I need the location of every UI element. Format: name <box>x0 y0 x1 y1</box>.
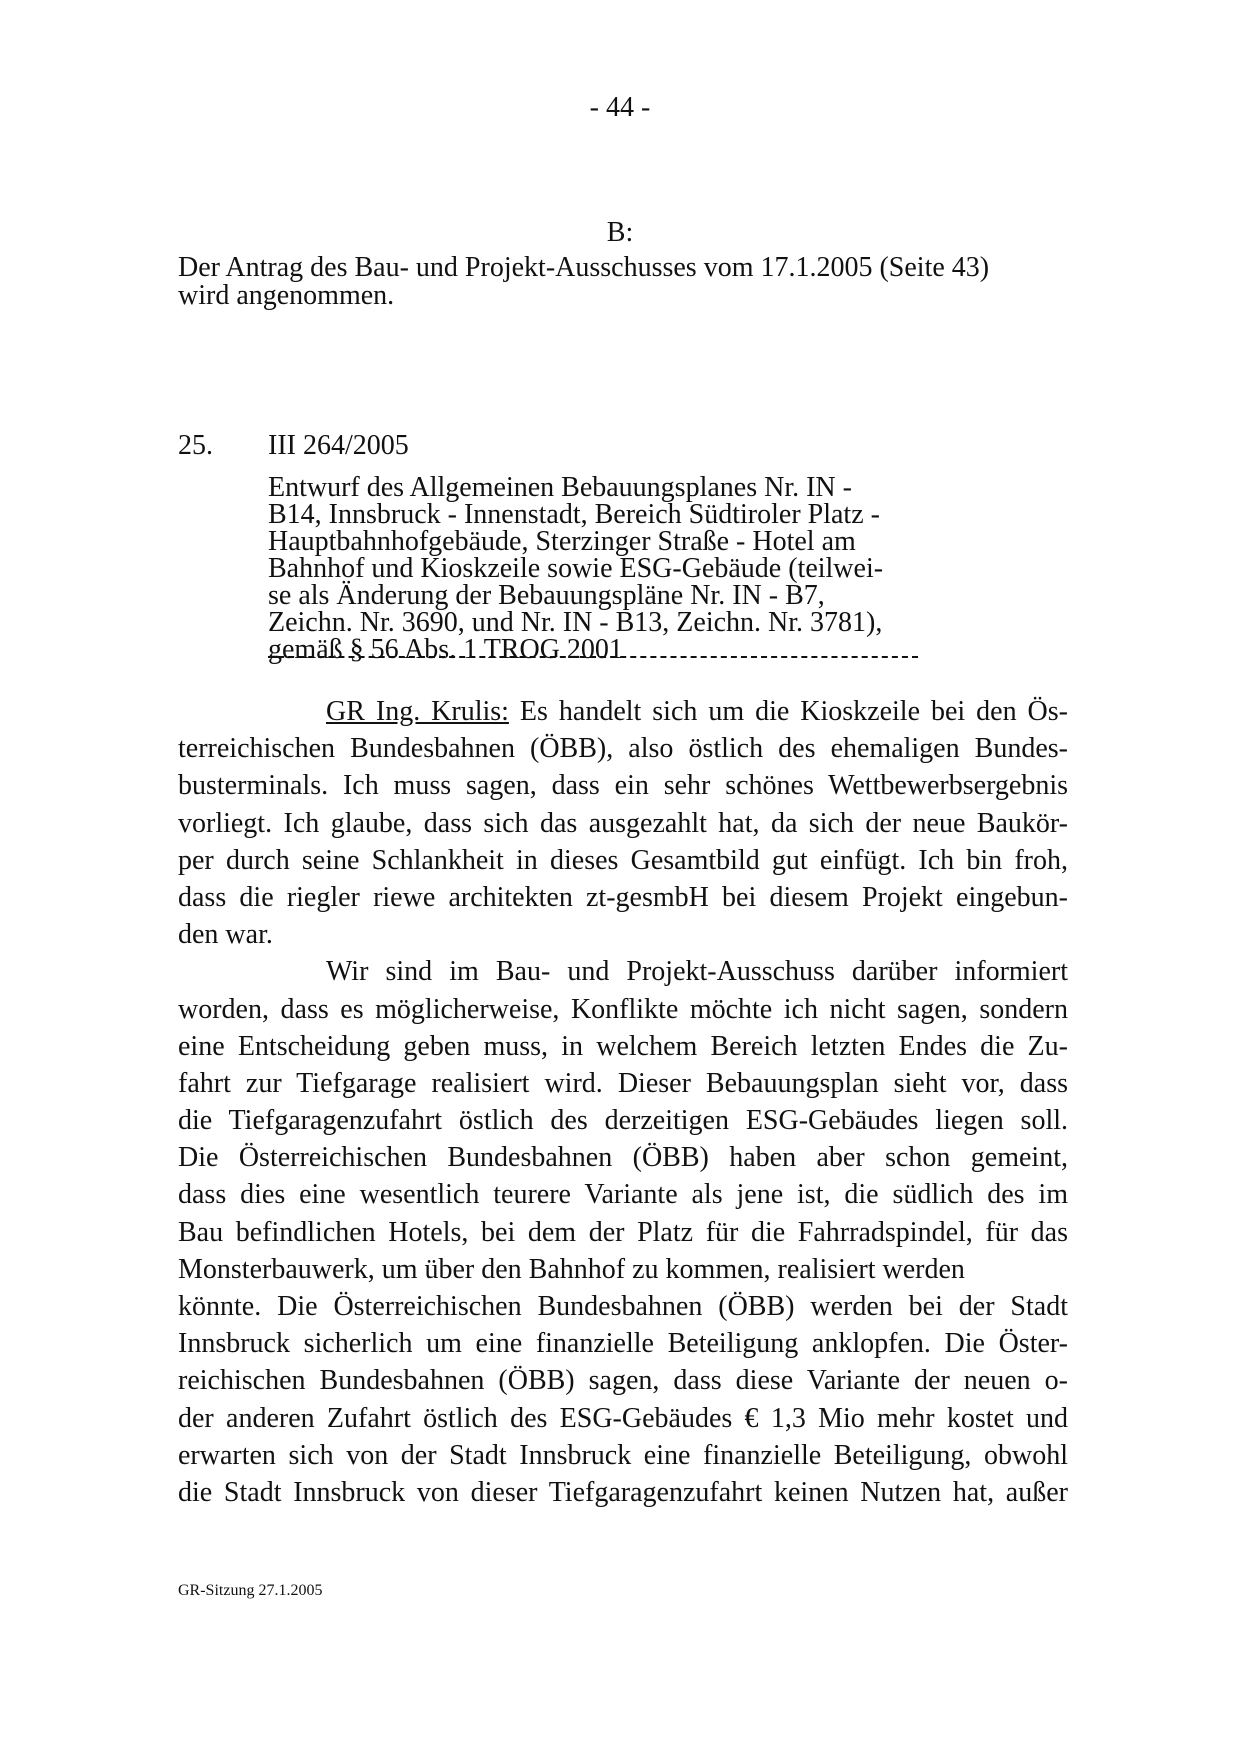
agenda-item-reference: III 264/2005 <box>268 430 409 461</box>
speech-line: die Stadt Innsbruck von dieser Tiefgaragenzufahrt keinen Nutzen hat, außer <box>178 1476 1068 1508</box>
motion-text <box>178 254 1078 310</box>
speech-line: dass dies eine wesentlich teurere Variante als jene ist, die südlich des im <box>178 1179 1068 1211</box>
speech-line: worden, dass es möglicherweise, Konflikte möchte ich nicht sagen, sondern <box>178 993 1068 1025</box>
motion-line: Der Antrag des Bau- und Projekt-Ausschusses vom 17.1.2005 (Seite 43) <box>178 252 990 283</box>
speech-line: vorliegt. Ich glaube, dass sich das ausgezahlt hat, da sich der neue Baukör- <box>178 807 1068 839</box>
page-number: - 44 - <box>589 92 651 123</box>
speech-line: reichischen Bundesbahnen (ÖBB) sagen, dass diese Variante der neuen o- <box>178 1365 1068 1397</box>
agenda-item-title <box>268 474 928 663</box>
speech-line <box>178 693 1068 730</box>
speech-line: per durch seine Schlankheit in dieses Gesamtbild gut einfügt. Ich bin froh, <box>178 844 1068 876</box>
speech-body <box>178 693 1068 1511</box>
speech-line: fahrt zur Tiefgarage realisiert wird. Dieser Bebauungsplan sieht vor, dass <box>178 1067 1068 1099</box>
dashed-divider <box>268 656 918 672</box>
speech-line: der anderen Zufahrt östlich des ESG-Gebäudes € 1,3 Mio mehr kostet und <box>178 1402 1068 1434</box>
speech-line: könnte. Die Österreichischen Bundesbahnen (ÖBB) werden bei der Stadt <box>178 1291 1068 1322</box>
title-line: Entwurf des Allgemeinen Bebauungsplanes Nr. IN - <box>268 472 852 503</box>
title-line: Zeichn. Nr. 3690, und Nr. IN - B13, Zeichn. Nr. 3781), <box>268 607 883 638</box>
speech-line: busterminals. Ich muss sagen, dass ein sehr schönes Wettbewerbsergebnis <box>178 770 1068 802</box>
speech-line: den war. <box>178 919 273 951</box>
motion-line: wird angenommen. <box>178 280 395 311</box>
speech-line: Monsterbauwerk, um über den Bahnhof zu kommen, realisiert werden <box>178 1253 965 1285</box>
title-line: gemäß § 56 Abs. 1 TROG 2001 <box>268 634 623 665</box>
speech-line: Wir sind im Bau- und Projekt-Ausschuss darüber informiert <box>326 956 1068 988</box>
speech-line: dass die riegler riewe architekten zt-gesmbH bei diesem Projekt eingebun- <box>178 881 1068 913</box>
speech-line: eine Entscheidung geben muss, in welchem Bereich letzten Endes die Zu- <box>178 1030 1068 1062</box>
title-line: se als Änderung der Bebauungspläne Nr. IN - B7, <box>268 580 825 611</box>
speech-line: die Tiefgaragenzufahrt östlich des derzeitigen ESG-Gebäudes liegen soll. <box>178 1105 1068 1137</box>
title-line: Bahnhof und Kioskzeile sowie ESG-Gebäude (teilwei- <box>268 553 884 584</box>
speech-line-text: Es handelt sich um die Kioskzeile bei den Ös- <box>508 696 1069 727</box>
speaker-name: GR Ing. Krulis: <box>326 696 509 727</box>
speech-line: Innsbruck sicherlich um eine finanzielle Beteiligung anklopfen. Die Öster- <box>178 1328 1068 1360</box>
speech-line: terreichischen Bundesbahnen (ÖBB), also östlich des ehemaligen Bundes- <box>178 733 1068 765</box>
footer-session-date: GR-Sitzung 27.1.2005 <box>178 1582 323 1599</box>
speech-line: Bau befindlichen Hotels, bei dem der Platz für die Fahrradspindel, für das <box>178 1216 1068 1248</box>
agenda-item-number: 25. <box>178 430 213 461</box>
speech-line: Die Österreichischen Bundesbahnen (ÖBB) haben aber schon gemeint, <box>178 1142 1068 1174</box>
speech-line: erwarten sich von der Stadt Innsbruck eine finanzielle Beteiligung, obwohl <box>178 1439 1068 1471</box>
title-line: Hauptbahnhofgebäude, Sterzinger Straße - Hotel am <box>268 526 856 557</box>
title-line: B14, Innsbruck - Innenstadt, Bereich Südtiroler Platz - <box>268 499 880 530</box>
section-label: B: <box>606 217 634 248</box>
